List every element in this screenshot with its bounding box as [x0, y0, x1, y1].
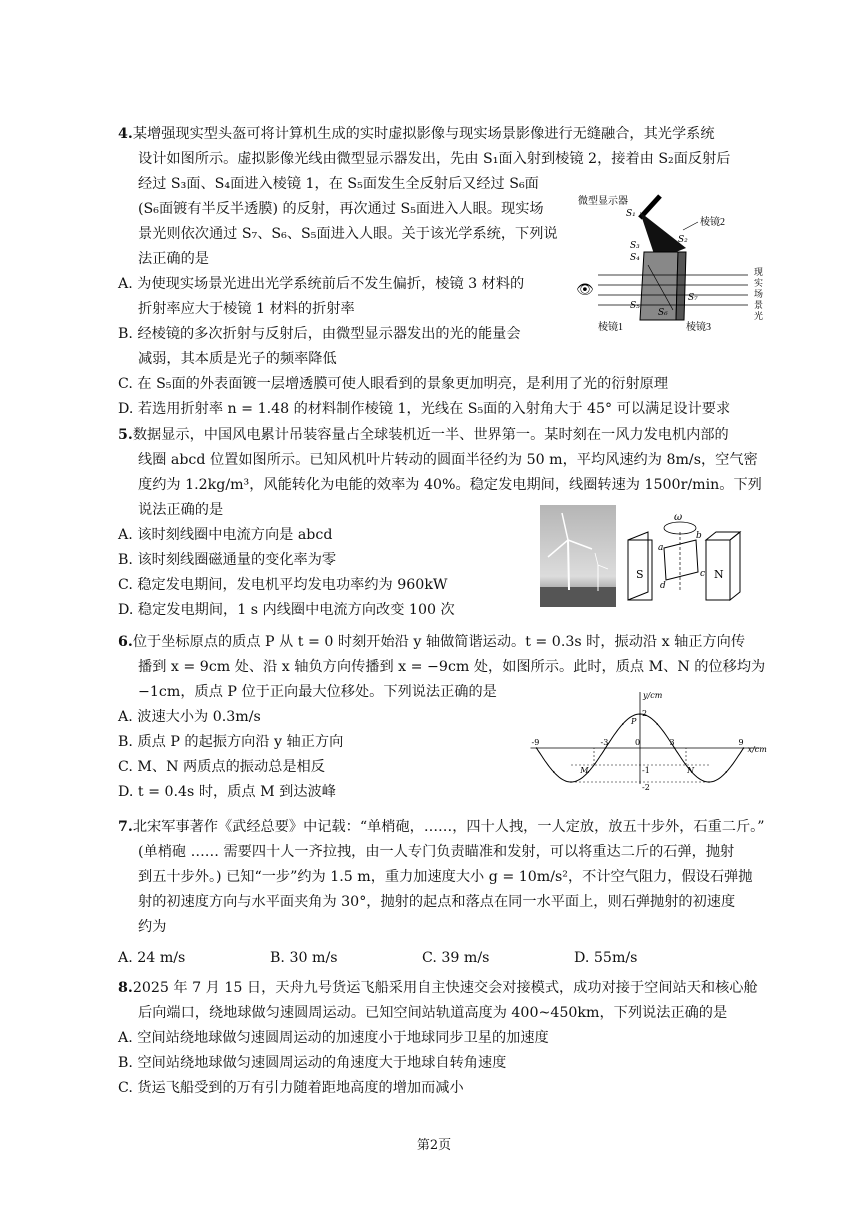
- prism1-label: 棱镜1: [598, 322, 623, 333]
- corner-label: b: [696, 531, 702, 541]
- prism-optics-figure: [568, 190, 768, 340]
- stem-line: 射的初速度方向与水平面夹角为 30°，抛射的起点和落点在同一水平面上，则石弹抛射的初速度: [138, 894, 736, 910]
- question-8: [118, 976, 768, 1101]
- option-d: D. t = 0.4s 时，质点 M 到达波峰: [118, 784, 336, 800]
- stem-line: 2025 年 7 月 15 日，天舟九号货运飞船采用自主快速交会对接模式，成功对接于空间站天和核心舱: [132, 980, 758, 996]
- s-label: S₄: [630, 253, 640, 263]
- option-b: B. 质点 P 的起振方向沿 y 轴正方向: [118, 734, 344, 750]
- data-point: [622, 723, 624, 725]
- x-tick-label: 0: [635, 738, 641, 747]
- option-a: A. 波速大小为 0.3m/s: [118, 709, 261, 725]
- question-number: 7.: [118, 819, 133, 835]
- corner-label: d: [660, 581, 666, 591]
- option-b: B. 30 m/s: [270, 950, 338, 966]
- data-point: [536, 747, 538, 749]
- scene-label: 现: [754, 268, 764, 278]
- y-tick-label: 2: [642, 709, 648, 718]
- stem-line: 数据显示，中国风电累计吊装容量占全球装机近一半、世界第一。某时刻在一风力发电机内部的: [132, 427, 729, 443]
- prism-3: [676, 252, 686, 320]
- stem-line: 某增强现实型头盔可将计算机生成的实时虚拟影像与现实场景影像进行无缝融合，其光学系统: [132, 126, 715, 142]
- s-label: S₇: [688, 293, 698, 303]
- option-b: B. 该时刻线圈磁通量的变化率为零: [118, 552, 337, 568]
- option-b: B. 经棱镜的多次折射与反射后，由微型显示器发出的光的能量会: [118, 326, 521, 342]
- question-number: 4.: [118, 126, 133, 142]
- stem-line: 到五十步外。) 已知“一步”约为 1.5 m，重力加速度大小 g = 10m/s²，不计空气阻力，假设石弹抛: [138, 869, 753, 885]
- x-tick-label: 3: [669, 738, 675, 747]
- option-c: C. M、N 两质点的振动总是相反: [118, 759, 325, 775]
- option-a: A. 24 m/s: [118, 950, 186, 966]
- corner-label: a: [658, 543, 664, 553]
- question-number: 8.: [118, 980, 133, 996]
- data-point: [674, 747, 676, 749]
- data-point: [725, 771, 727, 773]
- option-d: D. 稳定发电期间，1 s 内线圈中电流方向改变 100 次: [118, 602, 455, 618]
- y-tick-label: -1: [642, 766, 650, 775]
- option-d: D. 若选用折射率 n = 1.48 的材料制作棱镜 1，光线在 S₅面的入射角大于 45° 可以满足设计要求: [118, 401, 731, 417]
- page-number: 第2页: [416, 1138, 452, 1153]
- data-point: [743, 747, 745, 749]
- stem-line: 播到 x = 9cm 处、沿 x 轴负方向传播到 x = −9cm 处，如图所示。此时，质点 M、N 的位移均为: [138, 659, 766, 675]
- data-point: [656, 723, 658, 725]
- s-label: S₂: [678, 235, 688, 245]
- question-number: 6.: [118, 634, 133, 650]
- stem-line: 线圈 abcd 位置如图所示。已知风机叶片转动的圆面半径约为 50 m，平均风速约为 8m/s，空气密: [138, 452, 758, 468]
- option-c: C. 在 S₅面的外表面镀一层增透膜可使人眼看到的景象更加明亮，是利用了光的衍射原理: [118, 376, 669, 392]
- question-7: [118, 815, 768, 971]
- option-c: C. 货运飞船受到的万有引力随着距地高度的增加而减小: [118, 1080, 464, 1096]
- stem-line: 度约为 1.2kg/m³，风能转化为电能的效率为 40%。稳定发电期间，线圈转速为 1500r/min。下列: [138, 477, 762, 493]
- stem-line: −1cm，质点 P 位于正向最大位移处。下列说法正确的是: [138, 684, 497, 700]
- stem-line: (单梢砲 …… 需要四十人一齐拉拽，由一人专门负责瞄准和发射，可以将重达二斤的石弹，抛射: [138, 844, 735, 860]
- point-p-label: P: [631, 717, 637, 726]
- eye-icon: 👁: [576, 282, 594, 298]
- x-tick-label: -3: [600, 738, 609, 747]
- stem-line: 说法正确的是: [138, 502, 224, 518]
- question-number: 5.: [118, 427, 133, 443]
- option-c: C. 稳定发电期间，发电机平均发电功率约为 960kW: [118, 577, 448, 593]
- option-b: B. 空间站绕地球做匀速圆周运动的角速度大于地球自转角速度: [118, 1055, 507, 1071]
- wave-chart: [524, 688, 767, 792]
- stem-line: 北宋军事著作《武经总要》中记载：“单梢砲，……，四十人拽，一人定放，放五十步外，石重二斤。”: [132, 819, 765, 835]
- data-point: [553, 771, 555, 773]
- y-tick-label: -2: [642, 783, 650, 792]
- option-a: A. 空间站绕地球做匀速圆周运动的加速度小于地球同步卫星的加速度: [118, 1030, 549, 1046]
- wind-turbine-photo: [540, 505, 616, 607]
- x-axis-label: x/cm: [747, 745, 767, 754]
- option-b-cont: 减弱，其本质是光子的频率降低: [138, 351, 337, 367]
- scene-label: 光: [754, 312, 764, 322]
- stem-line: 约为: [138, 919, 167, 935]
- stem-line: 景光则依次通过 S₇、S₆、S₅面进入人眼。关于该光学系统，下列说: [138, 226, 558, 242]
- x-tick-label: -9: [531, 738, 540, 747]
- coil: [664, 540, 698, 580]
- prism2-label: 棱镜2: [700, 217, 725, 228]
- stem-line: 设计如图所示。虚拟影像光线由微型显示器发出，先由 S₁面入射到棱镜 2，接着由 S₂面反射后: [138, 151, 731, 167]
- scene-label: 实: [754, 279, 764, 289]
- y-axis-label: y/cm: [643, 691, 663, 700]
- generator-coil-figure: [626, 510, 756, 602]
- stem-line: 位于坐标原点的质点 P 从 t = 0 时刻开始沿 y 轴做简谐运动。t = 0.3s 时，振动沿 x 轴正方向传: [132, 634, 746, 650]
- stem-line: (S₆面镀有半反半透膜) 的反射，再次通过 S₅面进入人眼。现实场: [138, 201, 544, 217]
- option-a: A. 为使现实场景光进出光学系统前后不发生偏折，棱镜 3 材料的: [118, 276, 525, 292]
- scene-label: 场: [754, 290, 764, 300]
- s-label: S₅: [630, 301, 640, 311]
- point-n-label: N: [687, 766, 695, 775]
- display-label: 微型显示器: [578, 196, 628, 207]
- option-d: D. 55m/s: [574, 950, 638, 966]
- stem-line: 后向端口，绕地球做匀速圆周运动。已知空间站轨道高度为 400~450km，下列说法正确的是: [138, 1005, 728, 1021]
- point-m-label: M: [580, 766, 589, 775]
- omega-label: ω: [674, 512, 683, 523]
- n-pole-label: N: [714, 568, 724, 581]
- s-label: S₁: [626, 209, 636, 219]
- stem-line: 经过 S₃面、S₄面进入棱镜 1，在 S₅面发生全反射后又经过 S₆面: [138, 176, 539, 192]
- stem-line: 法正确的是: [138, 251, 209, 267]
- scene-label: 景: [754, 301, 764, 311]
- data-point: [639, 713, 641, 715]
- option-c: C. 39 m/s: [422, 950, 490, 966]
- s-pole-label: S: [636, 568, 644, 581]
- option-a: A. 该时刻线圈中电流方向是 abcd: [118, 527, 333, 543]
- prism3-label: 棱镜3: [686, 322, 711, 333]
- corner-label: c: [700, 569, 706, 579]
- s-label: S₃: [630, 241, 640, 251]
- data-point: [605, 747, 607, 749]
- s-label: S₆: [658, 308, 668, 318]
- option-a-cont: 折射率应大于棱镜 1 材料的折射率: [138, 301, 355, 317]
- x-tick-label: 9: [738, 738, 744, 747]
